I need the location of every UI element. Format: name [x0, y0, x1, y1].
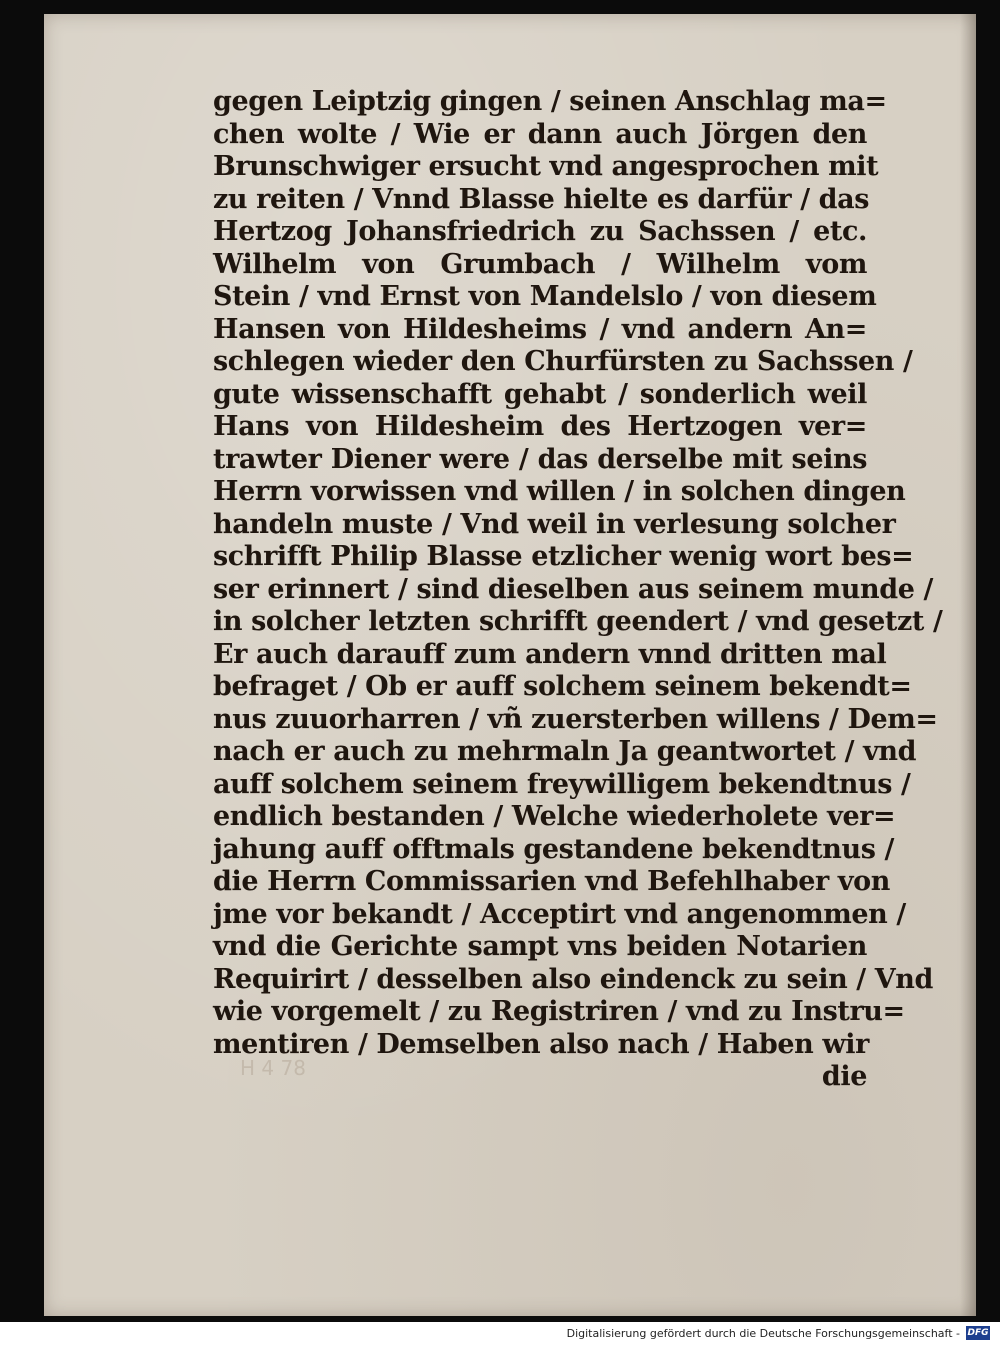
text-line: Requirirt / desselben also eindenck zu sein / Vnd — [213, 963, 934, 995]
catchword: die — [821, 1061, 867, 1092]
text-line: wie vorgemelt / zu Registriren / vnd zu Instru= — [213, 996, 905, 1027]
text-line: trawter Diener were / das derselbe mit seins — [213, 443, 867, 475]
text-line: mentiren / Demselben also nach / Haben wir — [213, 1028, 869, 1060]
text-line: handeln muste / Vnd weil in verlesung solcher — [213, 508, 896, 540]
text-line: gute wissenschafft gehabt / sonderlich weil — [213, 378, 867, 410]
text-line: in solcher letzten schrifft geendert / vnd gesetzt / — [213, 606, 943, 637]
text-line: auff solchem seinem freywilligem bekendtnus / — [213, 768, 911, 800]
text-line: ser erinnert / sind dieselben aus seinem munde / — [213, 573, 933, 605]
text-line: Stein / vnd Ernst von Mandelslo / von diesem — [213, 281, 877, 312]
text-line: Hertzog Johansfriedrich zu Sachssen / etc. — [213, 216, 867, 247]
page-text — [213, 86, 943, 1094]
digitization-footer — [0, 1322, 1000, 1345]
text-line: Hansen von Hildesheims / vnd andern An= — [213, 313, 867, 345]
text-line: Herrn vorwissen vnd willen / in solchen dingen — [213, 476, 906, 507]
text-line: Brunschwiger ersucht vnd angesprochen mit — [213, 151, 879, 182]
faded-library-mark: H 4 78 — [240, 1056, 306, 1080]
text-line: chen wolte / Wie er dann auch Jörgen den — [213, 118, 867, 150]
text-line: Wilhelm von Grumbach / Wilhelm vom — [213, 248, 867, 280]
text-line: schrifft Philip Blasse etzlicher wenig wort bes= — [213, 541, 914, 572]
text-line: Hans von Hildesheim des Hertzogen ver= — [213, 411, 867, 442]
text-line: Er auch darauff zum andern vnnd dritten mal — [213, 638, 887, 670]
dfg-logo: DFG — [967, 1328, 989, 1338]
text-line: befraget / Ob er auff solchem seinem bekendt= — [213, 671, 912, 702]
text-line: endlich bestanden / Welche wiederholete ver= — [213, 801, 896, 832]
page-edge-shadow — [960, 14, 976, 1316]
text-line: die Herrn Commissarien vnd Befehlhaber von — [213, 866, 890, 897]
text-line: schlegen wieder den Churfürsten zu Sachssen / — [213, 346, 913, 377]
text-line: jahung auff offtmals gestandene bekendtnus / — [213, 833, 894, 865]
funding-credit: Digitalisierung gefördert durch die Deutsche Forschungsgemeinschaft - — [566, 1327, 960, 1340]
text-line: nach er auch zu mehrmaln Ja geantwortet / vnd — [213, 736, 917, 767]
text-line: gegen Leiptzig gingen / seinen Anschlag ma= — [213, 86, 887, 117]
text-line: zu reiten / Vnnd Blasse hielte es darfür / das — [213, 183, 870, 215]
text-line: vnd die Gerichte sampt vns beiden Notarien — [213, 931, 867, 962]
text-line: jme vor bekandt / Acceptirt vnd angenommen / — [213, 898, 906, 930]
text-line: nus zuuorharren / vñ zuersterben willens / Dem= — [213, 703, 938, 735]
